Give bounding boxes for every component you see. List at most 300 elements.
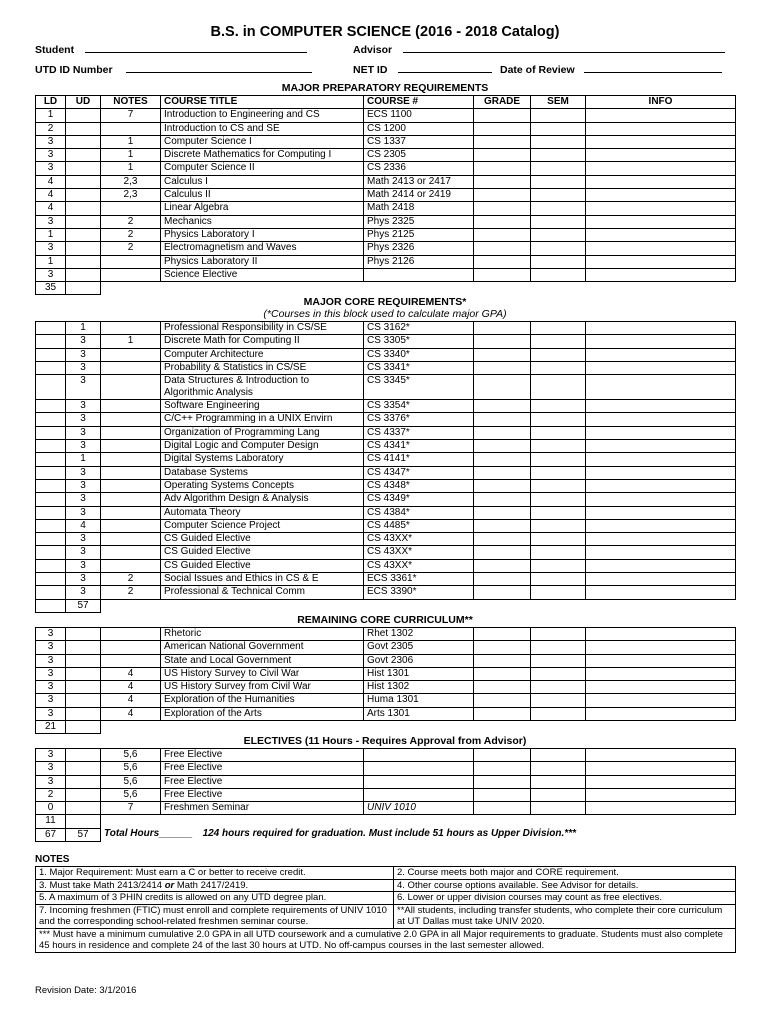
col-info: INFO [586, 96, 736, 109]
student-field[interactable] [35, 42, 307, 56]
course-title: Exploration of the Humanities [161, 694, 364, 707]
sem-cell[interactable] [531, 546, 586, 559]
info-cell[interactable] [586, 426, 736, 439]
total-note [101, 828, 736, 841]
course-number [364, 762, 474, 775]
grade-cell[interactable] [474, 707, 531, 720]
notes-cell: 7 [101, 109, 161, 122]
info-cell[interactable] [586, 628, 736, 641]
notes-cell: 2 [101, 228, 161, 241]
info-cell[interactable] [586, 268, 736, 281]
course-title: Adv Algorithm Design & Analysis [161, 493, 364, 506]
grade-cell[interactable] [474, 335, 531, 348]
info-cell[interactable] [586, 788, 736, 801]
note-row [36, 904, 736, 928]
info-cell[interactable] [586, 149, 736, 162]
course-number: Phys 2126 [364, 255, 474, 268]
sem-cell[interactable] [531, 426, 586, 439]
course-number: CS 2336 [364, 162, 474, 175]
notes-cell [101, 202, 161, 215]
info-cell[interactable] [586, 694, 736, 707]
notes-cell [101, 493, 161, 506]
info-cell[interactable] [586, 189, 736, 202]
notes-cell [101, 322, 161, 335]
grade-cell[interactable] [474, 202, 531, 215]
table-row [36, 162, 736, 175]
ud-cell [66, 749, 101, 762]
course-number: Huma 1301 [364, 694, 474, 707]
electives-heading: ELECTIVES (11 Hours - Requires Approval from Advisor) [243, 735, 527, 747]
info-cell[interactable] [586, 453, 736, 466]
sem-cell[interactable] [531, 440, 586, 453]
info-cell[interactable] [586, 348, 736, 361]
course-title: Social Issues and Ethics in CS & E [161, 573, 364, 586]
course-title: Professional & Technical Comm [161, 586, 364, 599]
course-title: Introduction to CS and SE [161, 122, 364, 135]
note-1: 1. Major Requirement: Must earn a C or better to receive credit. [36, 867, 394, 880]
info-cell[interactable] [586, 413, 736, 426]
notes-cell: 2,3 [101, 175, 161, 188]
grade-cell[interactable] [474, 519, 531, 532]
sem-cell[interactable] [531, 519, 586, 532]
notes-cell: 7 [101, 802, 161, 815]
ud-cell [66, 694, 101, 707]
grade-cell[interactable] [474, 375, 531, 400]
course-number: CS 3340* [364, 348, 474, 361]
ld-total: 11 [36, 815, 66, 828]
info-cell[interactable] [586, 681, 736, 694]
note-4: 4. Other course options available. See Advisor for details. [394, 879, 736, 892]
info-cell[interactable] [586, 162, 736, 175]
ud-cell [66, 707, 101, 720]
table-row [36, 641, 736, 654]
ud-cell [66, 149, 101, 162]
sem-cell[interactable] [531, 586, 586, 599]
table-row [36, 573, 736, 586]
sem-cell[interactable] [531, 375, 586, 400]
table-row [36, 189, 736, 202]
grade-cell[interactable] [474, 268, 531, 281]
sem-cell[interactable] [531, 749, 586, 762]
ld-cell [36, 479, 66, 492]
course-number: ECS 3361* [364, 573, 474, 586]
advisor-field[interactable] [353, 42, 725, 56]
table-row [36, 559, 736, 572]
table-row [36, 775, 736, 788]
info-cell[interactable] [586, 533, 736, 546]
ud-cell [66, 788, 101, 801]
info-cell[interactable] [586, 255, 736, 268]
info-cell[interactable] [586, 506, 736, 519]
table-row [36, 440, 736, 453]
course-title: Calculus II [161, 189, 364, 202]
grade-cell[interactable] [474, 215, 531, 228]
grade-cell[interactable] [474, 175, 531, 188]
grade-cell[interactable] [474, 546, 531, 559]
grade-cell[interactable] [474, 533, 531, 546]
info-cell[interactable] [586, 573, 736, 586]
page-title: B.S. in COMPUTER SCIENCE (2016 - 2018 Catalog) [210, 24, 560, 40]
grade-cell[interactable] [474, 149, 531, 162]
grade-cell[interactable] [474, 426, 531, 439]
info-cell[interactable] [586, 375, 736, 400]
ld-cell: 3 [36, 749, 66, 762]
grade-cell[interactable] [474, 242, 531, 255]
notes-cell [101, 375, 161, 400]
sem-cell[interactable] [531, 400, 586, 413]
info-cell[interactable] [586, 586, 736, 599]
ud-cell [66, 202, 101, 215]
info-cell[interactable] [586, 322, 736, 335]
ld-cell [36, 335, 66, 348]
notes-cell [101, 413, 161, 426]
ud-cell [66, 242, 101, 255]
grade-cell[interactable] [474, 466, 531, 479]
course-title: Discrete Mathematics for Computing I [161, 149, 364, 162]
info-cell[interactable] [586, 519, 736, 532]
info-cell[interactable] [586, 559, 736, 572]
info-cell[interactable] [586, 802, 736, 815]
ud-cell [66, 268, 101, 281]
sem-cell[interactable] [531, 788, 586, 801]
course-number: CS 3341* [364, 361, 474, 374]
sem-cell[interactable] [531, 479, 586, 492]
sem-cell[interactable] [531, 189, 586, 202]
course-number: Hist 1301 [364, 667, 474, 680]
sem-cell[interactable] [531, 255, 586, 268]
utd-id-label: UTD ID Number [35, 64, 113, 76]
course-number: Govt 2305 [364, 641, 474, 654]
course-title: Freshmen Seminar [161, 802, 364, 815]
course-title: American National Government [161, 641, 364, 654]
notes-cell: 4 [101, 681, 161, 694]
sem-cell[interactable] [531, 573, 586, 586]
ld-cell: 2 [36, 122, 66, 135]
sem-cell[interactable] [531, 762, 586, 775]
info-cell[interactable] [586, 335, 736, 348]
grade-cell[interactable] [474, 162, 531, 175]
table-row [36, 122, 736, 135]
grade-cell[interactable] [474, 762, 531, 775]
grade-cell[interactable] [474, 573, 531, 586]
notes-cell [101, 466, 161, 479]
course-title: Rhetoric [161, 628, 364, 641]
grade-cell[interactable] [474, 694, 531, 707]
ld-cell [36, 466, 66, 479]
grade-cell[interactable] [474, 453, 531, 466]
sem-cell[interactable] [531, 175, 586, 188]
course-title: US History Survey from Civil War [161, 681, 364, 694]
info-cell[interactable] [586, 135, 736, 148]
info-cell[interactable] [586, 228, 736, 241]
grade-cell[interactable] [474, 479, 531, 492]
course-title: Calculus I [161, 175, 364, 188]
note-2: 2. Course meets both major and CORE requirement. [394, 867, 736, 880]
course-title: Computer Architecture [161, 348, 364, 361]
sem-cell[interactable] [531, 628, 586, 641]
grade-cell[interactable] [474, 440, 531, 453]
ud-cell [66, 641, 101, 654]
info-cell[interactable] [586, 466, 736, 479]
student-line[interactable] [85, 42, 307, 53]
grade-cell[interactable] [474, 654, 531, 667]
utd-id-line[interactable] [126, 62, 312, 73]
course-number: CS 3354* [364, 400, 474, 413]
course-number: Arts 1301 [364, 707, 474, 720]
note-row [36, 928, 736, 952]
course-title: Linear Algebra [161, 202, 364, 215]
notes-cell: 5,6 [101, 749, 161, 762]
course-number: UNIV 1010 [364, 802, 474, 815]
course-title: Operating Systems Concepts [161, 479, 364, 492]
advisor-line[interactable] [403, 42, 725, 53]
sem-cell[interactable] [531, 228, 586, 241]
notes-cell: 2,3 [101, 189, 161, 202]
grade-cell[interactable] [474, 788, 531, 801]
course-title: Professional Responsibility in CS/SE [161, 322, 364, 335]
info-cell[interactable] [586, 654, 736, 667]
grade-cell[interactable] [474, 109, 531, 122]
total-row [36, 721, 736, 734]
sem-cell[interactable] [531, 109, 586, 122]
sem-cell[interactable] [531, 135, 586, 148]
grade-cell[interactable] [474, 348, 531, 361]
ud-total [66, 721, 101, 734]
grade-cell[interactable] [474, 749, 531, 762]
ud-cell [66, 175, 101, 188]
ud-cell [66, 667, 101, 680]
course-title: CS Guided Elective [161, 546, 364, 559]
notes-cell [101, 479, 161, 492]
ld-cell [36, 533, 66, 546]
date-review-field[interactable] [500, 62, 722, 76]
sem-cell[interactable] [531, 242, 586, 255]
grade-cell[interactable] [474, 135, 531, 148]
notes-cell [101, 268, 161, 281]
net-id-field[interactable] [353, 62, 492, 76]
course-title: CS Guided Elective [161, 533, 364, 546]
ld-cell: 1 [36, 228, 66, 241]
note-7: 7. Incoming freshmen (FTIC) must enroll and complete requirements of UNIV 1010 and the corresponding school-related freshmen seminar course. [36, 904, 394, 928]
info-cell[interactable] [586, 546, 736, 559]
ud-cell [66, 162, 101, 175]
notes-cell: 2 [101, 242, 161, 255]
course-number: CS 4348* [364, 479, 474, 492]
col-ud: UD [66, 96, 101, 109]
course-title: C/C++ Programming in a UNIX Envirn [161, 413, 364, 426]
ud-cell: 3 [66, 559, 101, 572]
table-row [36, 242, 736, 255]
ld-cell [36, 426, 66, 439]
grade-cell[interactable] [474, 802, 531, 815]
sem-cell[interactable] [531, 149, 586, 162]
grade-cell[interactable] [474, 122, 531, 135]
info-cell[interactable] [586, 749, 736, 762]
ld-cell: 3 [36, 162, 66, 175]
info-cell[interactable] [586, 361, 736, 374]
info-cell[interactable] [586, 202, 736, 215]
ud-total: 57 [66, 599, 101, 612]
course-number: CS 3345* [364, 375, 474, 400]
net-id-line[interactable] [398, 62, 492, 73]
total-hours-label: Total Hours______ [104, 828, 193, 840]
sem-cell[interactable] [531, 681, 586, 694]
grade-cell[interactable] [474, 506, 531, 519]
ud-cell [66, 681, 101, 694]
info-cell[interactable] [586, 400, 736, 413]
sem-cell[interactable] [531, 694, 586, 707]
ud-cell [66, 228, 101, 241]
note-6: 6. Lower or upper division courses may count as free electives. [394, 892, 736, 905]
col-title: COURSE TITLE [161, 96, 364, 109]
course-title: Discrete Math for Computing II [161, 335, 364, 348]
table-row [36, 149, 736, 162]
course-title: Free Elective [161, 762, 364, 775]
grade-cell[interactable] [474, 667, 531, 680]
sem-cell[interactable] [531, 559, 586, 572]
notes-cell: 1 [101, 149, 161, 162]
sem-cell[interactable] [531, 506, 586, 519]
grade-cell[interactable] [474, 775, 531, 788]
ud-cell: 1 [66, 453, 101, 466]
course-number [364, 268, 474, 281]
grade-cell[interactable] [474, 559, 531, 572]
date-review-line[interactable] [584, 62, 722, 73]
notes-cell [101, 426, 161, 439]
course-title: Free Elective [161, 775, 364, 788]
sem-cell[interactable] [531, 413, 586, 426]
sem-cell[interactable] [531, 466, 586, 479]
course-title: Probability & Statistics in CS/SE [161, 361, 364, 374]
sem-cell[interactable] [531, 775, 586, 788]
notes-cell [101, 546, 161, 559]
sem-cell[interactable] [531, 162, 586, 175]
grade-cell[interactable] [474, 681, 531, 694]
grade-cell[interactable] [474, 493, 531, 506]
notes-cell [101, 122, 161, 135]
table-row [36, 175, 736, 188]
notes-cell [101, 641, 161, 654]
course-title: Free Elective [161, 749, 364, 762]
ld-cell: 3 [36, 215, 66, 228]
notes-cell: 4 [101, 667, 161, 680]
course-title: Exploration of the Arts [161, 707, 364, 720]
info-cell[interactable] [586, 641, 736, 654]
sem-cell[interactable] [531, 707, 586, 720]
sem-cell[interactable] [531, 348, 586, 361]
ld-cell: 3 [36, 268, 66, 281]
sem-cell[interactable] [531, 122, 586, 135]
grade-cell[interactable] [474, 400, 531, 413]
course-number: CS 1337 [364, 135, 474, 148]
info-cell[interactable] [586, 175, 736, 188]
sem-cell[interactable] [531, 453, 586, 466]
grade-cell[interactable] [474, 628, 531, 641]
course-number [364, 788, 474, 801]
info-cell[interactable] [586, 775, 736, 788]
sem-cell[interactable] [531, 654, 586, 667]
course-number: CS 1200 [364, 122, 474, 135]
table-row [36, 335, 736, 348]
ld-total: 67 [36, 828, 66, 841]
sem-cell[interactable] [531, 361, 586, 374]
course-number: Phys 2125 [364, 228, 474, 241]
grade-cell[interactable] [474, 189, 531, 202]
ud-cell: 3 [66, 426, 101, 439]
sem-cell[interactable] [531, 322, 586, 335]
info-cell[interactable] [586, 479, 736, 492]
grade-cell[interactable] [474, 322, 531, 335]
info-cell[interactable] [586, 667, 736, 680]
grade-cell[interactable] [474, 641, 531, 654]
sem-cell[interactable] [531, 215, 586, 228]
course-title: Digital Systems Laboratory [161, 453, 364, 466]
info-cell[interactable] [586, 109, 736, 122]
table-row [36, 506, 736, 519]
ud-cell [66, 135, 101, 148]
course-title: Introduction to Engineering and CS [161, 109, 364, 122]
table-row [36, 681, 736, 694]
table-row [36, 546, 736, 559]
table-row [36, 694, 736, 707]
table-row [36, 586, 736, 599]
notes-cell [101, 519, 161, 532]
info-cell[interactable] [586, 215, 736, 228]
ld-cell [36, 519, 66, 532]
ld-cell: 3 [36, 654, 66, 667]
grade-cell[interactable] [474, 255, 531, 268]
ld-cell: 3 [36, 681, 66, 694]
utd-id-field[interactable] [35, 62, 312, 76]
sem-cell[interactable] [531, 202, 586, 215]
ld-cell: 3 [36, 762, 66, 775]
course-number: Rhet 1302 [364, 628, 474, 641]
ud-cell: 1 [66, 322, 101, 335]
course-number: ECS 1100 [364, 109, 474, 122]
course-number: CS 4341* [364, 440, 474, 453]
col-notes: NOTES [101, 96, 161, 109]
ld-cell: 3 [36, 641, 66, 654]
info-cell[interactable] [586, 707, 736, 720]
course-number: CS 4347* [364, 466, 474, 479]
ld-cell: 3 [36, 628, 66, 641]
table-row [36, 215, 736, 228]
grade-cell[interactable] [474, 586, 531, 599]
info-cell[interactable] [586, 122, 736, 135]
info-cell[interactable] [586, 493, 736, 506]
sem-cell[interactable] [531, 533, 586, 546]
sem-cell[interactable] [531, 268, 586, 281]
table-row [36, 228, 736, 241]
info-cell[interactable] [586, 440, 736, 453]
sem-cell[interactable] [531, 493, 586, 506]
sem-cell[interactable] [531, 335, 586, 348]
ld-cell: 1 [36, 255, 66, 268]
info-cell[interactable] [586, 242, 736, 255]
grade-cell[interactable] [474, 361, 531, 374]
course-title: Computer Science II [161, 162, 364, 175]
sem-cell[interactable] [531, 667, 586, 680]
course-number: CS 43XX* [364, 533, 474, 546]
sem-cell[interactable] [531, 802, 586, 815]
notes-cell: 2 [101, 573, 161, 586]
grade-cell[interactable] [474, 228, 531, 241]
grade-cell[interactable] [474, 413, 531, 426]
info-cell[interactable] [586, 762, 736, 775]
notes-cell: 4 [101, 707, 161, 720]
table-row [36, 533, 736, 546]
sem-cell[interactable] [531, 641, 586, 654]
